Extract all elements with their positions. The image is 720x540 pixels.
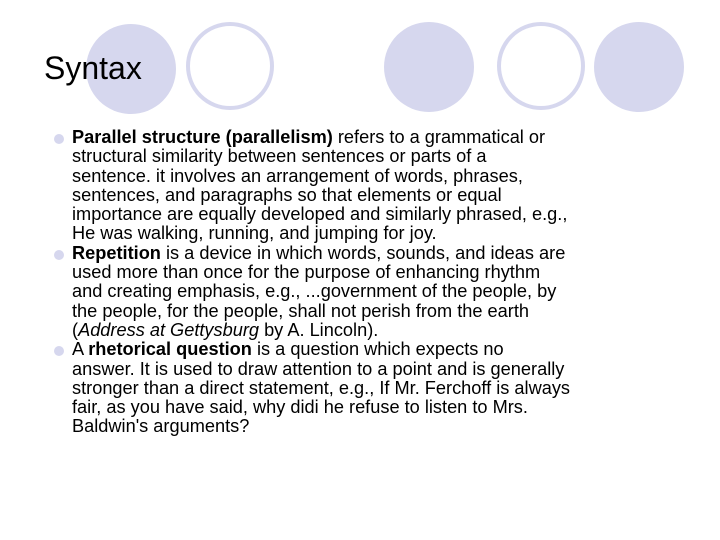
text-line: importance are equally developed and similarly phrased, e.g., [72,204,568,225]
citation-author: by A. Lincoln). [259,319,379,340]
bullet-item-rhetorical-question [54,340,694,436]
text-line: the people, for the people, shall not perish from the earth [72,300,529,321]
text-line: used more than once for the purpose of enhancing rhythm [72,262,541,283]
bullet-text [72,244,694,340]
bullet-text [72,128,694,244]
text-line: and creating emphasis, e.g., ...government of the people, by [72,281,557,302]
decorative-circle [594,22,684,112]
citation-work: Address at Gettysburg [78,319,260,340]
text-line: is a device in which words, sounds, and ideas are [160,242,566,263]
term-parallel-structure: Parallel structure (parallelism) [72,127,333,147]
text-line: stronger than a direct statement, e.g., If Mr. Ferchoff is always [72,377,571,398]
bullet-list [54,128,694,437]
bullet-icon [54,346,64,356]
bullet-item-parallel-structure [54,128,694,244]
decorative-circle-outline [186,22,274,110]
text-line: is a question which expects no [251,339,504,360]
bullet-icon [54,250,64,260]
term-rhetorical-question: rhetorical question [88,339,252,360]
decorative-circle [384,22,474,112]
text-line: sentences, and paragraphs so that elements or equal [72,184,502,205]
bullet-item-repetition [54,244,694,340]
slide-title: Syntax [44,50,142,86]
citation-open: ( [72,319,79,340]
decorative-circle-outline [497,22,585,110]
term-repetition: Repetition [72,242,161,263]
text-line: He was walking, running, and jumping for joy. [72,223,437,244]
text-line: refers to a grammatical or [332,127,546,147]
text-line: structural similarity between sentences or parts of a [72,146,487,167]
text-line: answer. It is used to draw attention to a point and is generally [72,358,565,379]
bullet-text [72,340,694,436]
text-line: Baldwin's arguments? [72,416,250,437]
text-lead: A [72,339,89,360]
text-line: fair, as you have said, why didi he refuse to listen to Mrs. [72,397,528,418]
bullet-icon [54,134,64,144]
text-line: sentence. it involves an arrangement of words, phrases, [72,165,523,186]
